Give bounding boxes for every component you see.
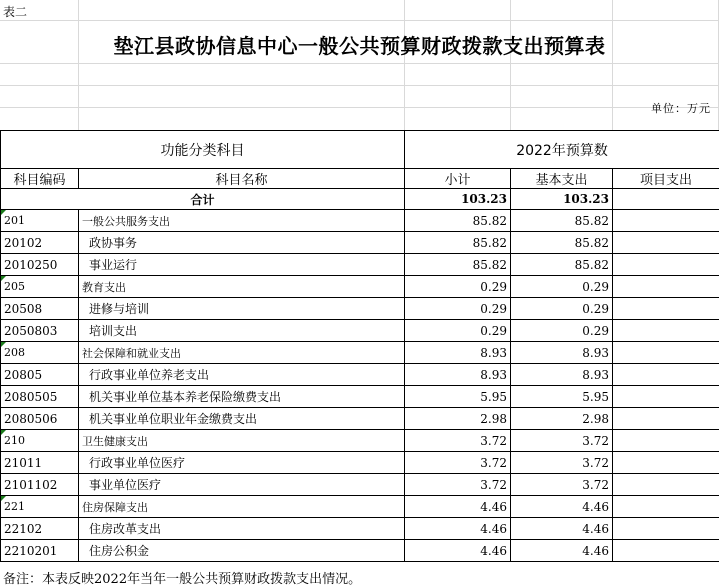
cell-name: 社会保障和就业支出 (79, 342, 405, 364)
cell-project (613, 386, 719, 408)
cell-project (613, 474, 719, 496)
table-row (1, 496, 719, 518)
table-row (1, 254, 719, 276)
cell-subtotal: 3.72 (405, 474, 511, 496)
cell-subtotal: 5.95 (405, 386, 511, 408)
cell-code: 2210201 (1, 540, 79, 562)
cell-code: 20805 (1, 364, 79, 386)
total-project (613, 189, 719, 210)
cell-project (613, 232, 719, 254)
cell-project (613, 518, 719, 540)
cell-code: 20508 (1, 298, 79, 320)
table-row (1, 210, 719, 232)
header-row-2 (1, 169, 719, 189)
cell-name: 机关事业单位基本养老保险缴费支出 (79, 386, 405, 408)
cell-subtotal: 85.82 (405, 210, 511, 232)
cell-basic: 85.82 (511, 210, 613, 232)
cell-name: 住房改革支出 (79, 518, 405, 540)
cell-name: 卫生健康支出 (79, 430, 405, 452)
cell-basic: 0.29 (511, 320, 613, 342)
cell-project (613, 276, 719, 298)
cell-code: 2010250 (1, 254, 79, 276)
cell-name: 事业运行 (79, 254, 405, 276)
cell-code: 2080506 (1, 408, 79, 430)
cell-name: 机关事业单位职业年金缴费支出 (79, 408, 405, 430)
cell-subtotal: 0.29 (405, 298, 511, 320)
cell-subtotal: 2.98 (405, 408, 511, 430)
header-project: 项目支出 (613, 169, 719, 189)
cell-name: 进修与培训 (79, 298, 405, 320)
cell-project (613, 452, 719, 474)
unit-label: 单位：万元 (651, 102, 711, 115)
cell-project (613, 540, 719, 562)
budget-table (0, 130, 719, 562)
header-budget-year: 2022年预算数 (405, 131, 719, 169)
cell-code: 205 (1, 276, 79, 298)
header-row-1 (1, 131, 719, 169)
table-row (1, 342, 719, 364)
cell-subtotal: 85.82 (405, 254, 511, 276)
cell-subtotal: 8.93 (405, 364, 511, 386)
page-title: 垫江县政协信息中心一般公共预算财政拨款支出预算表 (113, 34, 606, 58)
cell-basic: 4.46 (511, 496, 613, 518)
table-row (1, 386, 719, 408)
cell-basic: 5.95 (511, 386, 613, 408)
cell-basic: 85.82 (511, 232, 613, 254)
header-name: 科目名称 (79, 169, 405, 189)
table-row (1, 364, 719, 386)
footnote: 备注：本表反映2022年当年一般公共预算财政拨款支出情况。 (3, 572, 362, 587)
table-row (1, 540, 719, 562)
cell-subtotal: 4.46 (405, 518, 511, 540)
cell-name: 培训支出 (79, 320, 405, 342)
cell-project (613, 364, 719, 386)
cell-name: 一般公共服务支出 (79, 210, 405, 232)
cell-name: 行政事业单位医疗 (79, 452, 405, 474)
cell-basic: 0.29 (511, 298, 613, 320)
cell-subtotal: 8.93 (405, 342, 511, 364)
header-basic: 基本支出 (511, 169, 613, 189)
cell-basic: 3.72 (511, 452, 613, 474)
cell-subtotal: 4.46 (405, 496, 511, 518)
cell-project (613, 320, 719, 342)
cell-basic: 2.98 (511, 408, 613, 430)
table-row (1, 298, 719, 320)
cell-code: 22102 (1, 518, 79, 540)
table-row (1, 408, 719, 430)
cell-project (613, 254, 719, 276)
total-subtotal: 103.23 (405, 189, 511, 210)
cell-project (613, 430, 719, 452)
cell-subtotal: 3.72 (405, 430, 511, 452)
cell-code: 2050803 (1, 320, 79, 342)
table-row (1, 430, 719, 452)
cell-project (613, 298, 719, 320)
cell-basic: 4.46 (511, 518, 613, 540)
cell-subtotal: 85.82 (405, 232, 511, 254)
cell-code: 210 (1, 430, 79, 452)
cell-name: 住房保障支出 (79, 496, 405, 518)
cell-subtotal: 3.72 (405, 452, 511, 474)
cell-project (613, 408, 719, 430)
cell-name: 住房公积金 (79, 540, 405, 562)
cell-code: 2101102 (1, 474, 79, 496)
table-row (1, 452, 719, 474)
cell-code: 21011 (1, 452, 79, 474)
cell-name: 行政事业单位养老支出 (79, 364, 405, 386)
header-subtotal: 小计 (405, 169, 511, 189)
cell-project (613, 210, 719, 232)
cell-project (613, 342, 719, 364)
cell-basic: 8.93 (511, 364, 613, 386)
cell-basic: 85.82 (511, 254, 613, 276)
cell-subtotal: 0.29 (405, 320, 511, 342)
cell-basic: 3.72 (511, 474, 613, 496)
cell-basic: 4.46 (511, 540, 613, 562)
cell-code: 20102 (1, 232, 79, 254)
table-row (1, 474, 719, 496)
cell-code: 2080505 (1, 386, 79, 408)
cell-basic: 0.29 (511, 276, 613, 298)
cell-basic: 8.93 (511, 342, 613, 364)
cell-name: 政协事务 (79, 232, 405, 254)
cell-basic: 3.72 (511, 430, 613, 452)
cell-code: 201 (1, 210, 79, 232)
cell-project (613, 496, 719, 518)
cell-name: 教育支出 (79, 276, 405, 298)
table-row (1, 276, 719, 298)
cell-code: 208 (1, 342, 79, 364)
table-row (1, 518, 719, 540)
total-label: 合计 (1, 189, 405, 210)
sheet-label: 表二 (3, 5, 28, 19)
cell-name: 事业单位医疗 (79, 474, 405, 496)
total-basic: 103.23 (511, 189, 613, 210)
header-code: 科目编码 (1, 169, 79, 189)
table-row (1, 320, 719, 342)
cell-code: 221 (1, 496, 79, 518)
total-row (1, 189, 719, 210)
table-row (1, 232, 719, 254)
header-functional: 功能分类科目 (1, 131, 405, 169)
cell-subtotal: 4.46 (405, 540, 511, 562)
cell-subtotal: 0.29 (405, 276, 511, 298)
